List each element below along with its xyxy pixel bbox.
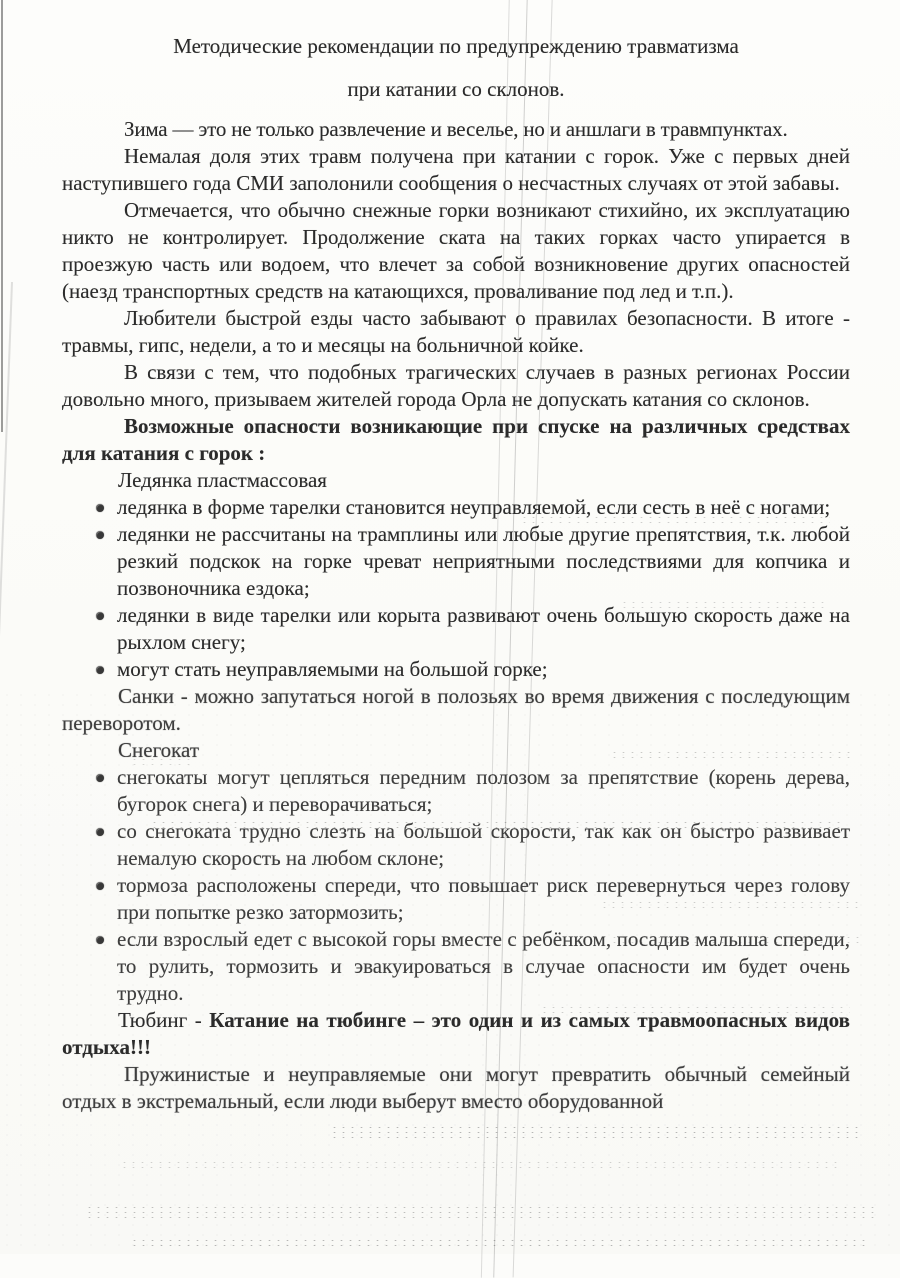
list-item bbox=[62, 656, 850, 683]
paragraph-sanki: Санки - можно запутаться ногой в полозьях во время движения с последующим переворотом. bbox=[62, 684, 850, 735]
bullet-icon bbox=[96, 882, 104, 890]
scan-noise bbox=[85, 1205, 875, 1221]
list-item-text: ледянки в виде тарелки или корыта развивают очень большую скорость даже на рыхлом снегу; bbox=[117, 603, 850, 654]
bullet-icon bbox=[96, 828, 104, 836]
list-item bbox=[62, 521, 850, 602]
tyubing-warning-text: Катание на тюбинге – это один и из самых травмоопасных видов отдыха!!! bbox=[62, 1008, 850, 1059]
list-item-text: ледянка в форме тарелки становится неуправляемой, если сесть в неё с ногами; bbox=[117, 495, 831, 519]
section-heading-dangers: Возможные опасности возникающие при спуске на различных средствах для катания с горок : bbox=[62, 414, 850, 465]
paragraph-appeal-orel: В связи с тем, что подобных трагических случаев в разных регионах России довольно много, призываем жителей города Орла не допускать катания со склонов. bbox=[62, 360, 850, 411]
paragraph-tyubing bbox=[62, 1007, 850, 1061]
bullet-icon bbox=[96, 936, 104, 944]
scan-noise bbox=[130, 1238, 870, 1248]
paragraph-injuries: Немалая доля этих травм получена при катании с горок. Уже с первых дней наступившего года СМИ заполонили сообщения о несчастных случаях от этой забавы. bbox=[62, 144, 850, 195]
bullet-icon bbox=[96, 504, 104, 512]
scan-noise bbox=[120, 1160, 840, 1169]
document-title-line-1: Методические рекомендации по предупреждению травматизма bbox=[173, 34, 739, 58]
label-snegokat: Снегокат bbox=[118, 738, 199, 762]
snegokat-bullet-list bbox=[62, 764, 850, 1007]
list-item-text: тормоза расположены спереди, что повышает риск перевернуться через голову при попытке резко затормозить; bbox=[117, 873, 850, 924]
list-item bbox=[62, 926, 850, 1007]
paragraph-closing: Пружинистые и неуправляемые они могут превратить обычный семейный отдых в экстремальный, если люди выберут вместо оборудованной bbox=[62, 1062, 850, 1113]
list-item-text: со снегоката трудно слезть на большой скорости, так как он быстро развивает немалую скорость на любом склоне; bbox=[117, 819, 850, 870]
tyubing-prefix-text: Тюбинг - bbox=[118, 1008, 210, 1032]
list-item-text: могут стать неуправляемыми на большой горке; bbox=[117, 657, 548, 681]
list-item-text: ледянки не рассчитаны на трамплины или любые другие препятствия, т.к. любой резкий подскок на горке чреват неприятными последствиями для копчика и позвоночника ездока; bbox=[117, 522, 850, 600]
list-item bbox=[62, 602, 850, 656]
paragraph-spontaneous-slides: Отмечается, что обычно снежные горки возникают стихийно, их эксплуатацию никто не контролирует. Продолжение ската на таких горках часто упирается в проезжую часть или водоем, что влечет за собой возникновение других опасностей (наезд транспортных средств на катающихся, проваливание под лед и т.п.). bbox=[62, 198, 850, 303]
bullet-icon bbox=[96, 612, 104, 620]
bullet-icon bbox=[96, 666, 104, 674]
paragraph-speed-lovers: Любители быстрой езды часто забывают о правилах безопасности. В итоге - травмы, гипс, недели, а то и месяцы на больничной койке. bbox=[62, 306, 850, 357]
list-item bbox=[62, 764, 850, 818]
ledyanka-bullet-list bbox=[62, 494, 850, 683]
bullet-icon bbox=[96, 774, 104, 782]
bullet-icon bbox=[96, 531, 104, 539]
list-item bbox=[62, 494, 850, 521]
document-title-line-2: при катании со склонов. bbox=[347, 77, 565, 101]
list-item-text: снегокаты могут цепляться передним полозом за препятствие (корень дерева, бугорок снега) и переворачиваться; bbox=[117, 765, 850, 816]
label-ledyanka: Ледянка пластмассовая bbox=[118, 468, 327, 492]
scan-noise bbox=[330, 1125, 860, 1138]
list-item bbox=[62, 818, 850, 872]
list-item-text: если взрослый едет с высокой горы вместе с ребёнком, посадив малыша спереди, то рулить, тормозить и эвакуироваться в случае опасности им будет очень трудно. bbox=[117, 927, 850, 1005]
paragraph-winter: Зима — это не только развлечение и веселье, но и аншлаги в травмпунктах. bbox=[124, 117, 788, 141]
list-item bbox=[62, 872, 850, 926]
